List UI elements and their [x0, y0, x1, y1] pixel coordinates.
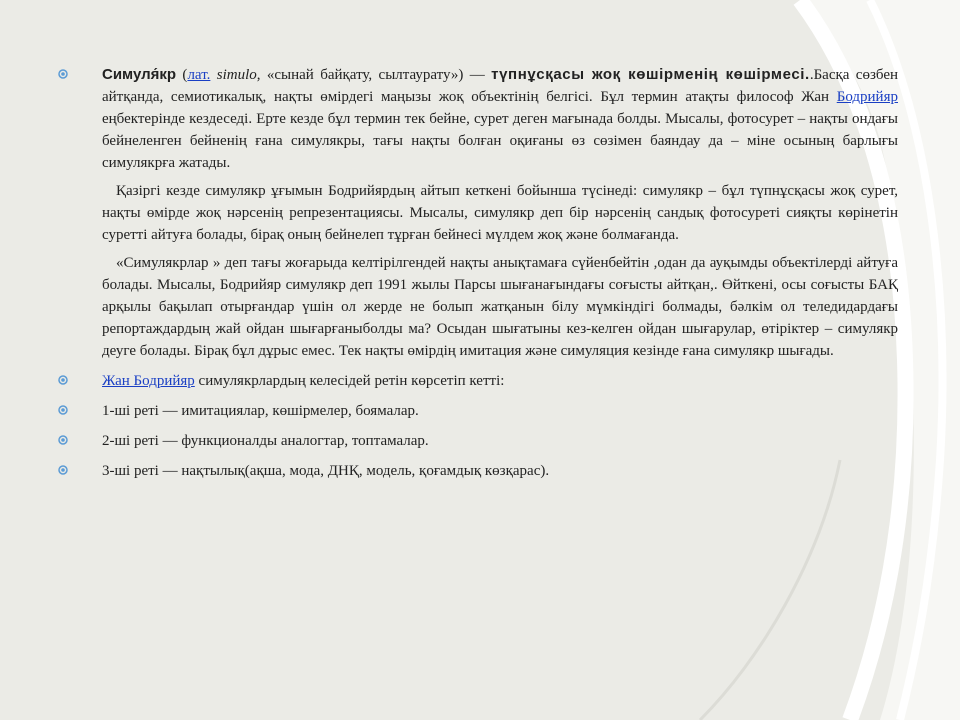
bullet-circle-icon [58, 435, 68, 445]
latin-gloss: , «сынай байқату, сылтаурату») — [256, 67, 492, 83]
bullet-circle-icon [58, 405, 68, 415]
link-baudrillard-2[interactable]: Бодрийяр [133, 373, 195, 389]
term-simulacrum: Симуля́кр [102, 66, 177, 83]
latin-word: simulo [210, 67, 257, 83]
list-item-text: 1-ші реті — имитациялар, көшірмелер, боямалар. [102, 403, 419, 419]
list-item [58, 400, 898, 422]
link-latin[interactable]: лат. [187, 67, 211, 83]
bullet-circle-icon [58, 375, 68, 385]
slide-content [58, 64, 898, 482]
paragraph-definition [58, 64, 898, 174]
list-intro-text: симулякрлардың келесідей ретін көрсетіп кетті: [194, 373, 505, 389]
bullet-circle-icon [58, 69, 68, 79]
definition-text-a: .Басқа сөзбен айтқанда, семиотикалық, нақты өмірдегі маңызы жоқ объектінің белгісі. Бұл термин атақты философ Жан [102, 67, 899, 105]
list-item-text: 2-ші реті — функционалды аналогтар, топтамалар. [102, 433, 429, 449]
paragraph-modern-meaning: Қазіргі кезде симулякр ұғымын Бодрийярдың айтып кеткені бойынша түсінеді: симулякр – бұл түпнұсқасы жоқ сурет, нақты өмірде жоқ нәрсенің репрезентациясы. Мысалы, симулякр деп бір нәрсенің сандық фотосуреті сияқты көрінетін суретті айтуға болады, бірақ оның бейнелеп тұрған бейнесі мүлдем жоқ және болмағанда. [102, 183, 898, 243]
list-item-text: 3-ші реті — нақтылық(ақша, мода, ДНҚ, модель, қоғамдық көзқарас). [102, 463, 550, 479]
list-item [58, 430, 898, 452]
link-jean[interactable]: Жан [102, 373, 134, 389]
open-paren: ( [176, 67, 188, 83]
link-baudrillard[interactable]: Бодрийяр [836, 89, 898, 105]
list-item [58, 460, 898, 482]
definition-bold: түпнұсқасы жоқ көшірменің көшірмесі. [491, 66, 810, 83]
list-intro [58, 370, 898, 392]
paragraph-simulacra-examples: «Симулякрлар » деп тағы жоғарыда келтірілгендей нақты анықтамаға сүйенбейтін ,одан да ауқымды объектілерді айтуға болады. Мысалы, Бодрийяр симулякр деп 1991 жылы Парсы шығанағындағы соғысты айтқан,. Өйткені, осы соғысты БАҚ арқылы бақылап отырғандар үшін ол жерде не болып жатқанын білу мүмкіндігі болмады, бәлкім ол теледидардағы репортаждардың жай ойдан шығарғаныболды ма? Осыдан шығатыны кез-келген ойдан шығарулар, өтіріктер – симулякр деуге болады. Бірақ бұл дұрыс емес. Тек нақты өмірдің имитация және симуляция кезінде ғана симулякр шығады. [102, 255, 898, 359]
definition-text-b: еңбектерінде кездеседі. Ерте кезде бұл термин тек бейне, сурет деген мағынада болды. Мысалы, фотосурет – нақты ондағы бейнеленген бейненің ғана симулякры, тағы нақты болған оқиғаны өз сөзімен баяндау да – міне осының барлығы симулякрға жатады. [102, 111, 898, 171]
bullet-circle-icon [58, 465, 68, 475]
